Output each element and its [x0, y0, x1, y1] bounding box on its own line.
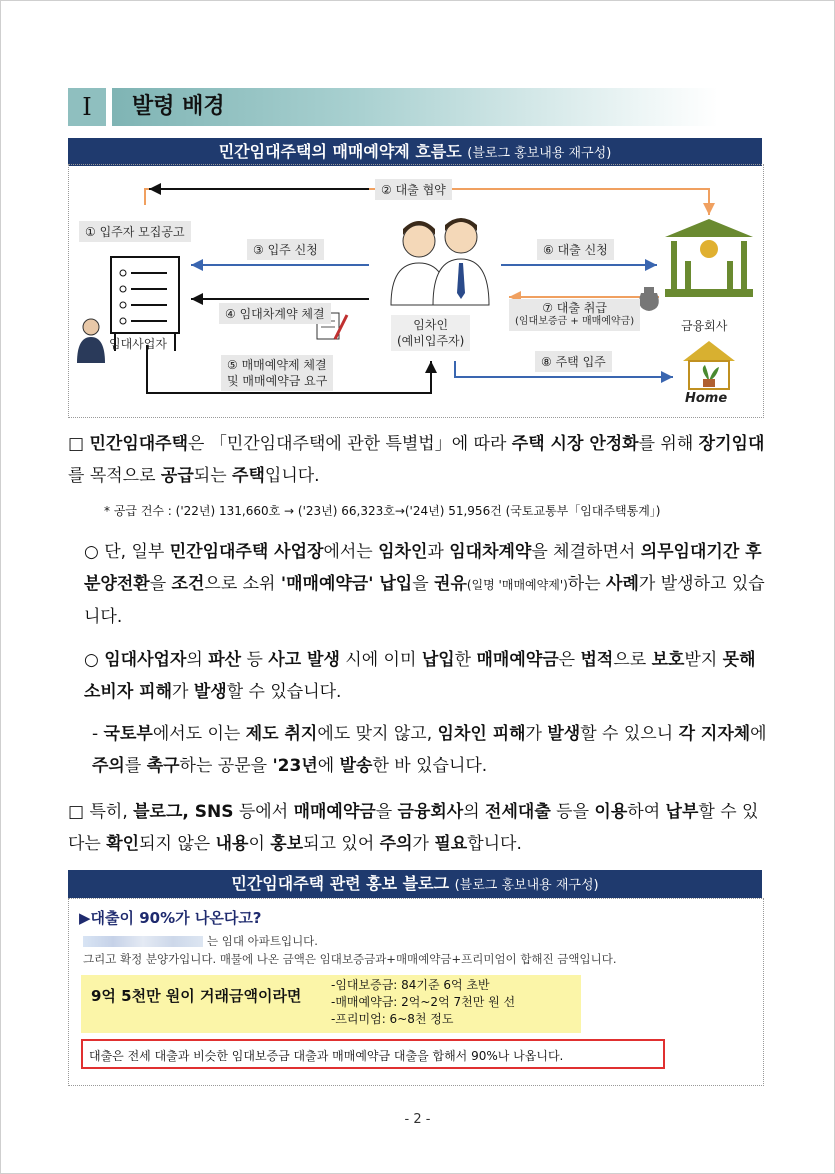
blog-header: [68, 870, 762, 898]
flow-diagram: [68, 164, 764, 418]
blog-title: ▶대출이 90%가 나온다고?: [79, 909, 262, 927]
diagram-header-title: 민간임대주택의 매매예약제 흐름도: [218, 142, 462, 161]
paragraph-warning: □ 특히, 블로그, SNS 등에서 매매예약금을 금융회사의 전세대출 등을 이용하여 납부할 수 있다는 확인되지 않은 내용이 홍보되고 있어 주의가 필요합니다.: [68, 802, 759, 854]
money-bag-icon: [639, 287, 659, 311]
diagram-header-sub: (블로그 홍보내용 재구성): [467, 146, 612, 161]
blog-excerpt: [68, 898, 764, 1086]
step7-label-main: ⑦ 대출 취급: [542, 301, 607, 315]
tenant-people-icon: [391, 218, 489, 305]
checkbox-bullet: □: [68, 802, 90, 822]
step7-label-sub: (임대보증금 + 매매예약금): [515, 316, 635, 327]
tenant-label-line1: 임차인: [413, 318, 449, 332]
paragraph-intro: □ 민간임대주택은 「민간임대주택에 관한 특별법」에 따라 주택 시장 안정화를 위해 장기임대를 목적으로 공급되는 주택입니다.: [68, 434, 765, 486]
blog-line-1: 는 임대 아파트입니다.: [83, 933, 318, 949]
step2-label: ② 대출 협약: [375, 179, 452, 200]
section-header: [68, 88, 718, 126]
bullet-case: ○ 단, 일부 민간임대주택 사업장에서는 임차인과 임대차계약을 체결하면서 의무임대기간 후 분양전환을 조건으로 소위 '매매예약금' 납입을 권유(일명 '매매예약제')하는 사례가 발생하고 있습니다.: [84, 542, 765, 627]
price-highlight-title: 9억 5천만 원이 거래금액이라면: [91, 987, 302, 1005]
landlord-label: 임대사업자: [109, 337, 167, 351]
step7-label: [509, 299, 640, 331]
blog-header-sub: (블로그 홍보내용 재구성): [454, 878, 599, 893]
step6-label: ⑥ 대출 신청: [537, 239, 614, 260]
tenant-label-line2: (예비입주자): [397, 334, 465, 348]
flow-arrows: [69, 165, 763, 417]
circle-bullet: ○: [84, 542, 105, 562]
price-details: -임대보증금: 84기준 6억 초반 -매매예약금: 2억~2억 7천만 원 선 -프리미엄: 6~8천 정도: [331, 978, 516, 1026]
home-label: Home: [685, 391, 728, 406]
loan-claim-box: 대출은 전세 대출과 비슷한 임대보증금 대출과 매매예약금 대출을 합해서 90%나 나옵니다.: [81, 1039, 665, 1069]
checkbox-bullet: □: [68, 434, 90, 454]
blurred-name-image: [83, 936, 203, 947]
landlord-person-icon: [77, 319, 105, 363]
price-highlight: [81, 975, 581, 1033]
section-number: Ⅰ: [68, 88, 106, 126]
step8-label: ⑧ 주택 입주: [535, 351, 612, 372]
supply-note: * 공급 건수 : ('22년) 131,660호 → ('23년) 66,323호→('24년) 51,956건 (국토교통부「임대주택통계」): [104, 504, 661, 518]
circle-bullet: ○: [84, 650, 105, 670]
step1-label: ① 입주자 모집공고: [79, 221, 191, 242]
bullet-risk: ○ 임대사업자의 파산 등 사고 발생 시에 이미 납입한 매매예약금은 법적으로 보호받지 못해 소비자 피해가 발생할 수 있습니다.: [84, 650, 756, 702]
blog-header-title: 민간임대주택 관련 홍보 블로그: [231, 874, 450, 893]
step4-label: ④ 임대차계약 체결: [219, 303, 331, 324]
dash-bullet: -: [92, 724, 104, 744]
section-title: 발령 배경: [132, 94, 225, 119]
diagram-header: [68, 138, 762, 166]
step3-label: ③ 입주 신청: [247, 239, 324, 260]
section-title-bar: [112, 88, 718, 126]
step5-label: [221, 355, 333, 391]
blog-line-2: 그리고 확정 분양가입니다. 매물에 나온 금액은 임대보증금과+매매예약금+프리미엄이 합해진 금액입니다.: [83, 952, 617, 966]
bank-icon: [665, 219, 753, 297]
finance-label: 금융회사: [681, 319, 728, 333]
dash-ministry: - 국토부에서도 이는 제도 취지에도 맞지 않고, 임차인 피해가 발생할 수 있으니 각 지자체에 주의를 촉구하는 공문을 '23년에 발송한 바 있습니다.: [92, 724, 767, 776]
step5-label-line1: ⑤ 매매예약제 체결: [227, 358, 327, 372]
step5-label-line2: 및 매매예약금 요구: [227, 374, 328, 388]
tenant-label: [391, 315, 470, 351]
home-icon: [683, 341, 735, 389]
page-number: - 2 -: [404, 1112, 431, 1127]
